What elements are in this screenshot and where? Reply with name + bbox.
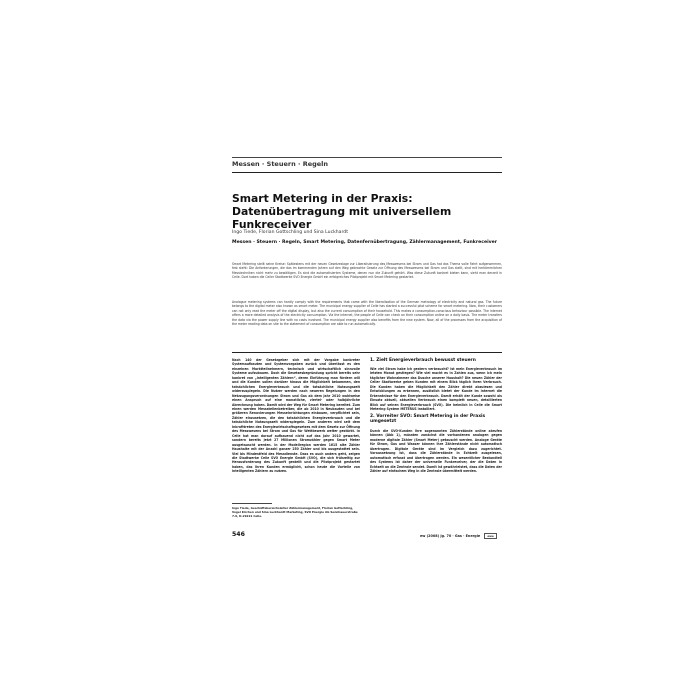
page-number: 546 <box>232 531 245 538</box>
body-column-right-a: Wie viel Strom habe ich gestern verbraucht? Ist mein Energieverbrauch im letzten Monat gestiegen? Wie viel macht es in Zahlen aus, wenn ich mein täglicher Wohnzimmer das Dusche unserer Haushalt? Die neuen Zähler der Celler Stadtwerke geben Kunden mit einem Blick täglich ihren Verbrauch. Die Kunden haben die Möglichkeit den Zähler direkt abzulesen und Entwicklungen zu erkennen, zusätzlich bietet der Kunde im Internet die Erkenntnisse für den Energieverbrauch. Damit erhält der Kunde sowohl als Einsatz aktuell, aktuellen Verbrauch einen komplett neuen, detaillierten Blick auf seinen Energieverbrauch (SVO). Die heimlich in Celle die Smart Metering System METERUS installiert. <box>370 367 502 412</box>
page-footer <box>420 533 497 539</box>
heading-section-1: 1. Zielt Energieverbrauch bewusst steuern <box>370 358 476 363</box>
abstract-english: Analogue metering systems can hardly comply with the requirements that came with the liberalisation of the German metrology of electricity and natural gas. The future belongs to the digital meter also known as smart meter. The municipal energy supplier of Celle has started a successful pilot scheme for smart metering. Now, their customers can not only read the meter off the digital display, but also the current consumption of their household. This makes a consumption-conscious behaviour possible. The internet offers a more detailed analysis of the electricity consumption. Via the internet, the people of Celle can check on their consumption online on a daily basis. The meter transfers the data via the power supply line with no costs involved. The municipal energy supplier also benefits from the new system. Now, all of the processes from the acquisition of the meter reading data on site to the statement of consumption are able to run automatically. <box>232 300 502 327</box>
top-rule <box>232 157 502 158</box>
body-rule <box>232 352 502 353</box>
body-column-right-b: Durch die SVO-Kunden ihre sogenannten Zählerstände online abrufen können (Abb 1), müssten zunächst die vorhandenen analogen gegen moderne digitale Zähler (Smart Meter) getauscht werden. Analoge Geräte für Strom, Gas und Wasser können ihre Zählerstände nicht automatisch übertragen. Digitale Geräte sind im Vergleich dazu zugerichtet. Voraussetzung ist, dass die Zählerstände in Echtzeit ausgelesen, automatisch erfasst und übertragen werden. Ein wesentlicher Bestandteil des Systems ist daher der universelle Funkreceiver, der die Daten in Echtzeit an die Zentrale sendet. Damit ist gewährleistet, dass die Daten der Zähler auf einfachem Weg in die Zentrale übermittelt werden. <box>370 429 502 474</box>
publisher-logo: ewe <box>484 533 496 539</box>
article-authors: Ingo Tiede, Florian Gottschling und Sina Luckhardt <box>232 230 349 235</box>
body-column-left: Nach 140 der Gesetzgeber sich mit der Vorgabe konkreter Systemaufbauten und Systemvorgaben zurück und überlässt es den einzelnen Marktteilnehmern, technisch und wirtschaftlich sinnvolle Systeme aufzubauen. Doch die Gesetzesbegründung spricht bereits sehr konkret von „intelligenten Zählern“, deren Einführung man fördern will und die Kunden sollen darüber hinaus die Möglichkeit bekommen, den tatsächlichen Energieverbrauch und die tatsächliche Nutzungszeit widerzuspiegeln. Die Nutzer werden nach neueren Regelungen in den Netzzugangsverordnungen Strom und Gas ab dem Jahr 2010 wahlweise einen Anspruch auf eine monatliche, viertel- oder halbjährliche Abrechnung haben. Damit wird der Weg für Smart Metering bereitet. Zum einen werden Messstellenbetreiber, die ab 2010 in Neubauten und bei größeren Renovierungen Messeinrichtungen einbauen, verpflichtet sein, Zähler einzusetzen, die den tatsächlichen Energieverbrauch und die tatsächliche Nutzungszeit widerspiegeln. Zum anderen wird seit dem Inkrafttreten des Energiewirtschaftsgesetzes mit dem Gesetz zur Öffnung des Messwesens bei Strom und Gas für Wettbewerb weiter gestärkt. In Celle hat man darauf aufbauend nicht auf das Jahr 2010 gewartet, sondern bereits jetzt 27 Millionen Stromzähler gegen Smart Meter ausgetauscht werden. In der Modellregion werden 1615 alte Zähler Haushalte mit der Anzahl ganzer 250 Zähler und bis ausgestattet sein. Viel bis Mindestfeld des Messdienste. Dass es auch anders geht, zeigen die Stadtwerke Celle SVO Energie GmbH (SVO), die sich frühzeitig zur Herausforderung des Zukunft gestellt und die Pilotprojekt gestartet haben, das ihren Kunden ermöglicht, schon heute die Vorteile von intelligenten Zählern zu nutzen. <box>232 358 360 474</box>
heading-section-2: 2. Vorreiter SVO: Smart Metering in der Praxis umgesetzt <box>370 414 486 425</box>
footnote-rule <box>232 503 272 504</box>
abstract-german: Smart Metering stellt seine Kreise: Spätestens mit der neuen Gesetzeslage zur Liberalisierung des Messwesens bei Strom und Gas hat das Thema volle Fahrt aufgenommen, fest steht: Die Anforderungen, die das im kommenden Jahren auf den Weg gebrachte Gesetz zur Öffnung des Messwesens bei Strom und Gas stellt, sind mit herkömmlichen Messtechniken nicht mehr zu bewältigen. Es sind die automatisierten Systeme, denen nun die Zukunft gehört. Was diese Zukunft konkret bieten kann, sieht man derzeit in Celle. Dort haben die Celler Stadtwerke SVO Energie GmbH ein erfolgreiches Pilotprojekt mit Smart Metering gestartet. <box>232 262 502 280</box>
section-rule <box>232 172 502 173</box>
footer-text: ew (2008) Jg. 70 · Gas · Energie <box>420 534 481 538</box>
article-title: Smart Metering in der Praxis: Datenübertragung mit universellem Funkreceiver <box>232 192 452 231</box>
author-footnote: Ingo Tiede, Geschäftsbereichsleiter Zählermanagement, Florian Gottschling, Vogel Kirchen und Sina Luckhardt Marketing, SVO Energie AG Sennhauerstraße 7-9, D-29221 Celle. <box>232 506 358 518</box>
section-tag: Messen · Steuern · Regeln <box>232 160 329 168</box>
article-keywords: Messen · Steuern · Regeln, Smart Metering, Datenfernübertragung, Zählermanagement, Funkreceiver <box>232 240 498 245</box>
